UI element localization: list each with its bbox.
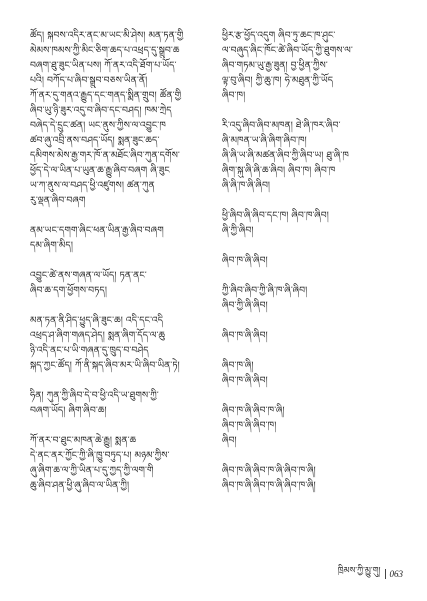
text-line: ཞིབ། bbox=[222, 435, 237, 446]
text-line: ཞིག་སྐུ་ཞི་ཞི་ཆ་ཞིབ། ཞིབ་ཁ། ཞིབ་ཁ bbox=[222, 165, 336, 176]
text-line bbox=[222, 388, 405, 403]
text-line: འཕྲད་ཤ་ཞིག་གཞད་ཤེད། སྨན་ཞིག་དོད་ལ་ཆུ bbox=[30, 330, 166, 341]
text-line: ཞིབ་ཆ་དག་ཕྱོགས་བཏད། bbox=[30, 285, 107, 296]
text-line: ཞིབ་ཁ་ཞི་ཞིབ་ཁ། bbox=[222, 420, 277, 431]
text-line: ཞིབ་ཁ་ཞི། bbox=[222, 360, 254, 371]
text-line: པའི། བཀོད་པ་ཞིབ་སྒྲུབ་བཅས་ཡིན་ནོ། bbox=[30, 75, 148, 86]
text-line: ཞུ་ཞིག་ཆ་ལ་ཀྱི་ཡིན་པ་དུ་ཀྱད་ཀྱི་ལག་གི bbox=[30, 465, 154, 476]
text-line: ཕྱོད་དེ་ལ་ཡིན་པ་ཡུན་ཆ་རྒྱུ་ཞིབ་བཞག ཞི་ཟུང bbox=[30, 165, 170, 176]
text-line: བཞག་ཡོད། ཞིག་ཞིབ་ཆ། bbox=[30, 405, 107, 416]
text-line: ཞི་ཞི་ཁ་ཞི་ཞིབ། bbox=[222, 180, 271, 191]
text-line: ཞིབ་ཁ། bbox=[222, 90, 246, 101]
text-line: ལྟ་བུ་ཞིབ། ཀྱི་ཆུ་ཁ། ཧེ་མཐུན་ཀྱི་ཡོད bbox=[222, 75, 334, 86]
text-line: ཞིབ་ཁ་ཞི་ཞིབ་ཁ་ཞི། bbox=[222, 405, 285, 416]
text-line: ཞིབ་ཁ་ཞི་ཞིབ་ཁ་ཞི་ཞིབ་ཁ་ཞི། bbox=[222, 480, 316, 491]
text-line: ཞི་མཁན་ཡ་ཞི་ཞིག་ཞིབ་ཁ། bbox=[222, 135, 307, 146]
text-line bbox=[222, 103, 405, 118]
text-line bbox=[30, 298, 213, 313]
text-line: སྐད་ཀྱང་ཚོད། ཀོ་ནི་སྐད་ཞིབ་མར་ཡི་ཞིབ་ཡིན་ཏེ། bbox=[30, 360, 180, 371]
text-line: ཞི་ཞི་ཡ་ཞི་མཚན་ཞིབ་ཀྱི་ཞིབ་ཡ། ཐུ་ཞི་ཁ bbox=[222, 150, 349, 161]
right-text-column bbox=[222, 28, 405, 568]
text-line: ཞིབ་ཁ་ཞི་ཞིབ་ཁ་ཞི་ཞིབ་ཁ་ཞི། bbox=[222, 465, 316, 476]
text-line: རི་འདུ་ཞིབ་ཞིབ་མཁན། ཐེ་ཞི་ཁར་ཞིབ་ bbox=[222, 120, 341, 131]
text-line: བཞག་ཐུ་ཟུང་ཡིན་པས། ཀོ་ནར་འདི་ཐོག་པ་ཡོད་ bbox=[30, 60, 177, 71]
text-line bbox=[222, 448, 405, 463]
text-line: ཕྱི་ཞིབ་ཞི་ཞིབ་དང་ཁ། ཞིབ་ཁ་ཞིབ། bbox=[222, 210, 329, 221]
text-line: ཀོ་ནར་བ་ཐུང་མཁན་ཆེ་རྒྱུ། སྨན་ཆ bbox=[30, 435, 137, 446]
text-line: ཞིབ་ཁ་ཞི་ཞིབ། bbox=[222, 330, 268, 341]
text-line: རུ་ལྡན་ཞིབ་བཞག bbox=[30, 195, 86, 206]
text-line: དམིགས་མེས་རྒྱ་གར་ཁོ་ན་མཐོང་ཞིབ་ཀུན་དགོས་ bbox=[30, 150, 180, 161]
left-text-column bbox=[30, 28, 213, 568]
footer-title: ཁྲིམས་ཀྱི་མྱུ་གུ། bbox=[337, 566, 381, 576]
text-line: ཀྱི་ཞིབ་ཞིབ་ཀྱི་ཞི་ཁ་ཞི་ཞིབ། bbox=[222, 285, 308, 296]
text-line bbox=[222, 268, 405, 283]
text-line bbox=[222, 193, 405, 208]
text-line: ཆུ་ཞིབ་ཤན་ཕྱི་ཞུ་ཞིབ་ལ་ཡིན་ཀྱི། bbox=[30, 480, 130, 491]
text-line: ཞིབ་གཏམ་ཡུ་རྒྱ་ཟུན། བྱ་ཕྱིན་ཀྱིས་ bbox=[222, 60, 328, 71]
text-line: ཧིན། ཀུན་ཀྱི་ཞིབ་དེ་བ་ཕྱི་འདི་ཡ་ཐུགས་ཀྱི་ bbox=[30, 390, 159, 401]
text-line: ཞི་ཀྱི་ཞིབ། bbox=[222, 225, 254, 236]
text-line bbox=[222, 343, 405, 358]
text-line bbox=[222, 313, 405, 328]
text-line: ལ་བཞུད་ཞིང་ཁོང་ཚེ་ཞིབ་ཡོད་ཀྱི་ཐུགས་ལ་ bbox=[222, 45, 353, 56]
text-line bbox=[30, 418, 213, 433]
text-line: འབྱུང་ཚེ་ནས་གཞན་ལ་ཡོད། ཏན་ནང་ bbox=[30, 270, 147, 281]
text-line: ཀོ་ནར་དུ་གནའ་རྒྱུད་དང་གནད་སྨིན་གྲུབ། ཚོན་གྱི bbox=[30, 90, 182, 101]
page-number: 063 bbox=[389, 568, 403, 579]
text-line bbox=[30, 373, 213, 388]
page-footer bbox=[338, 562, 403, 585]
text-line: ནམ་ཡང་དགག་ཞིང་ཕན་ཡིན་རྒྱ་ཞིབ་བཞག bbox=[30, 225, 164, 236]
text-line: ཞིབ་ཁ་ཞི་ཞིབ། bbox=[222, 375, 268, 386]
text-line: ཞིབ་ཡུ་ཉི་ཟུར་འདུ་བ་ཞིབ་དང་བཤད། ཁམ་ཀྲེད bbox=[30, 105, 172, 116]
text-line: ཚོད། སྐབས་འདིར་ནང་མ་ཡང་མི་ཤེས། མན་ཏན་གྱི bbox=[30, 30, 184, 41]
text-line: དེ་ནང་ནར་ཀྱོང་ཀྱི་ཞི་ཁྱུ་བཏུད་པ། མཉམ་ཀྱིས་ bbox=[30, 450, 170, 461]
text-line: མན་ཏན་ནི་ཤིད་ཕྱུད་ཞི་ཟུང་ཆ། འདི་དང་འདི bbox=[30, 315, 164, 326]
text-line: ཞིབ་ཁ་ཞི་ཞིབ། bbox=[222, 255, 268, 266]
text-line bbox=[30, 253, 213, 268]
text-line: ཡ་ཀ་ནུས་ལ་བཤད་ཕྱི་འཛུགས། ཚན་ཀུན bbox=[30, 180, 155, 191]
text-line bbox=[222, 238, 405, 253]
text-line: ཕྱིར་རྩ་ཕྱོད་འདུག ཞིབ་ཏུ་ཆང་ཁ་ཤུང་ bbox=[222, 30, 336, 41]
text-line: ཉི་འདི་ནང་པ་ཡི་གཞན་དུ་ཁྲུད་བ་བཤེད bbox=[30, 345, 149, 356]
text-line: ཞིབ་ཀྱི་ཞི་ཞིབ། bbox=[222, 300, 268, 311]
text-line: ཚབ་ཞུ་འབྲི་ནས་བཤད་ཡོད། སྨན་ཟུང་ཆད་ bbox=[30, 135, 160, 146]
footer-divider bbox=[385, 569, 386, 579]
text-line: བཞེད་དེ་དྲུང་ཚན། ཡང་ནུས་ཀྱིས་ལ་འབྱུང་ཁ bbox=[30, 120, 166, 131]
text-line: མེམས་ཁམས་ཀྱི་མིང་ཅིག་ཆད་པ་འཕྲད་དུ་སྒྲུབ་ཆ bbox=[30, 45, 180, 56]
text-line: དམ་ཞིག་མིད། bbox=[30, 240, 73, 251]
text-line bbox=[30, 208, 213, 223]
